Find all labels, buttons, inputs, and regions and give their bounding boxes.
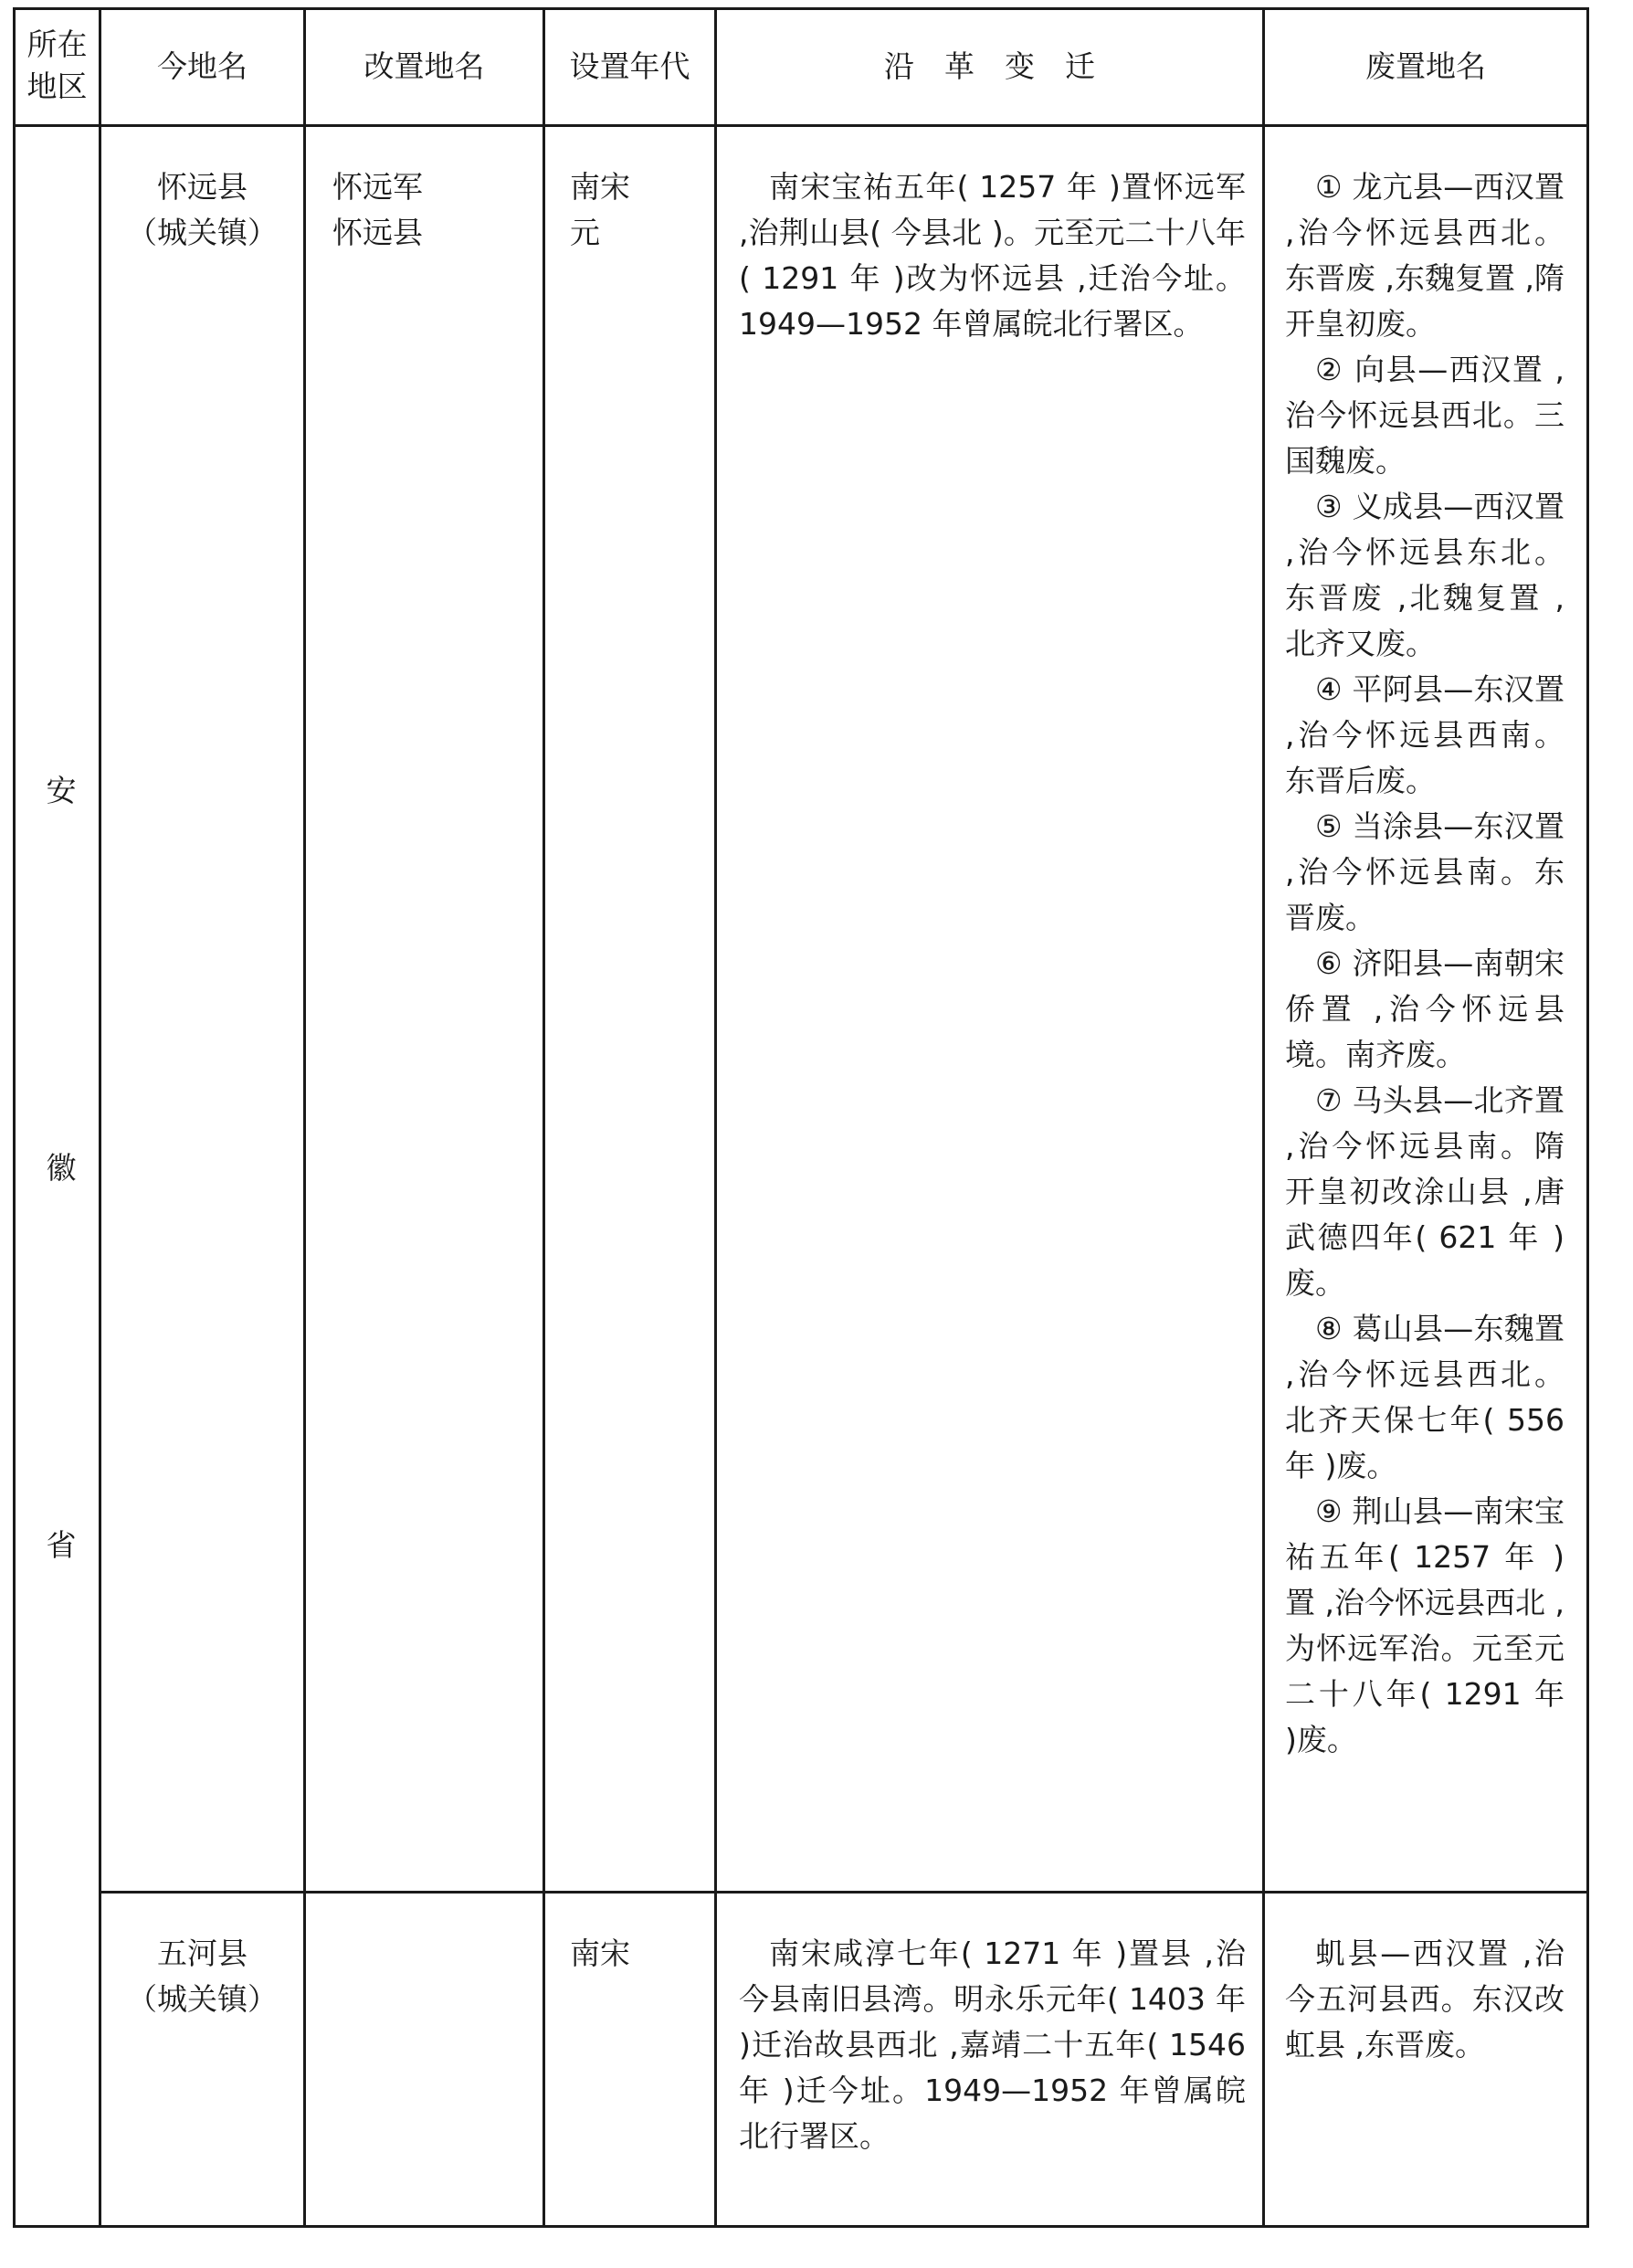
header-history: 沿 革 变 迁 (884, 48, 1095, 84)
col-divider (543, 7, 545, 2228)
header-abolished-name: 废置地名 (1365, 48, 1486, 84)
abolished-item: ⑤ 当涂县—东汉置 ,治今怀远县南。东晋废。 (1285, 808, 1565, 935)
abolished-item: ④ 平阿县—东汉置 ,治今怀远县西南。东晋后废。 (1285, 671, 1565, 798)
row2-history-text: 南宋咸淳七年( 1271 年 )置县 ,治今县南旧县湾。明永乐元年( 1403 年 )迁治故县西北 ,嘉靖二十五年( 1546 年 )迁今址。1949—1952 年曾属皖北行署区。 (739, 1936, 1246, 2154)
table-top-border (13, 7, 1589, 10)
row1-changed-name: 怀远军 怀远县 (332, 169, 423, 250)
abolished-item: ③ 义成县—西汉置 ,治今怀远县东北。东晋废 ,北魏复置 , 北齐又废。 (1285, 489, 1565, 661)
table-bottom-border (13, 2225, 1589, 2228)
col-divider (99, 7, 101, 2228)
header-established-era: 设置年代 (569, 48, 690, 84)
abolished-item: 虮县—西汉置 ,治今五河县西。东汉改虹县 ,东晋废。 (1285, 1936, 1565, 2062)
history-table (13, 7, 1589, 2227)
header-current-name: 今地名 (157, 48, 248, 84)
abolished-item: ⑦ 马头县—北齐置 ,治今怀远县南。隋开皇初改涂山县 ,唐武德四年( 621 年 )废。 (1285, 1082, 1565, 1301)
row2-current-name: 五河县 （城关镇） (127, 1936, 278, 2017)
region-char: 省 (46, 1527, 77, 1563)
row2-history (739, 1931, 1246, 2159)
row1-current-name: 怀远县 （城关镇） (127, 169, 278, 250)
row1-history (739, 164, 1246, 347)
header-region: 所在 地区 (26, 26, 88, 104)
table-left-border (13, 7, 16, 2228)
row1-established-era: 南宋 元 (570, 169, 630, 250)
col-divider (1262, 7, 1265, 2228)
col-divider (714, 7, 717, 2228)
region-char: 徽 (46, 1150, 77, 1186)
abolished-item: ⑧ 葛山县—东魏置 ,治今怀远县西北。北齐天保七年( 556 年 )废。 (1285, 1311, 1565, 1483)
col-divider (303, 7, 306, 2228)
row1-abolished-list (1285, 164, 1565, 1763)
header-bottom-border (13, 124, 1589, 127)
abolished-item: ② 向县—西汉置 ,治今怀远县西北。三国魏废。 (1285, 352, 1565, 479)
abolished-item: ⑥ 济阳县—南朝宋侨置 ,治今怀远县境。南齐废。 (1285, 945, 1565, 1072)
abolished-item: ① 龙亢县—西汉置 ,治今怀远县西北。东晋废 ,东魏复置 ,隋开皇初废。 (1285, 169, 1565, 342)
row2-abolished-list (1285, 1931, 1565, 2068)
header-changed-name: 改置地名 (363, 48, 485, 84)
row-divider (99, 1891, 1589, 1894)
region-char: 安 (46, 773, 77, 808)
abolished-item: ⑨ 荆山县—南宋宝祐五年( 1257 年 )置 ,治今怀远县西北 ,为怀远军治。元至元二十八年( 1291 年 )废。 (1285, 1493, 1565, 1757)
row2-established-era: 南宋 (570, 1936, 630, 1971)
table-right-border (1586, 7, 1589, 2228)
row1-history-text: 南宋宝祐五年( 1257 年 )置怀远军 ,治荆山县( 今县北 )。元至元二十八年( 1291 年 )改为怀远县 ,迁治今址。1949—1952 年曾属皖北行署区。 (739, 169, 1246, 342)
